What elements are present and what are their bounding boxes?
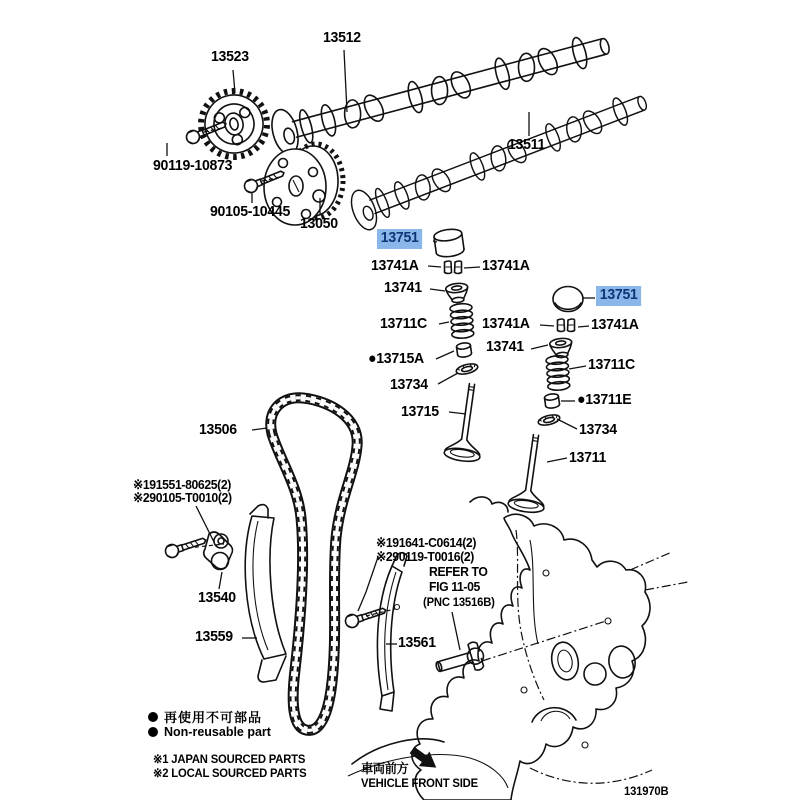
label-refer-note-line1: REFER TO [429, 564, 488, 579]
label-exhaust-valve: 13711 [569, 449, 607, 466]
label-cam-sprocket: 13523 [211, 48, 249, 65]
label-intake-valve: 13715 [401, 403, 439, 420]
label-camshaft-no2: 13512 [323, 29, 361, 46]
label-retainer-lock-in-right: 13741A [482, 257, 530, 274]
camshaft-no1-drawing [346, 83, 652, 234]
label-spring-retainer-in: 13741 [384, 279, 422, 296]
label-refer-note-line2: FIG 11-05 [429, 579, 480, 594]
intake-cap-shape [456, 342, 472, 358]
cam-sprocket-drawing [195, 85, 273, 163]
label-refer-note-line3: (PNC 13516B) [423, 595, 495, 609]
nozzle-alignment-line [482, 621, 606, 661]
vibration-damper-drawing [377, 553, 407, 711]
label-spring-seat-in: 13734 [390, 376, 428, 393]
intake-keeper-shape [445, 261, 462, 274]
chain-guide-drawing [245, 505, 286, 682]
intake-seat-shape [455, 362, 479, 376]
label-damper-bolt-japan: ※191641-C0614(2) [376, 535, 477, 550]
intake-retainer-shape [445, 282, 469, 303]
exhaust-lifter-shape [553, 287, 583, 312]
label-retainer-lock-ex-right: 13741A [591, 316, 639, 333]
label-retainer-lock-ex-left: 13741A [482, 315, 530, 332]
intake-lifter-shape [433, 228, 464, 259]
label-valve-spring-in: 13711C [380, 315, 427, 332]
label-exhaust-stem-cap: ●13711E [577, 391, 632, 408]
label-intake-stem-cap: ●13715A [368, 350, 424, 367]
label-valve-spring-ex: 13711C [588, 356, 635, 373]
sprocket-bolt-drawing [185, 118, 229, 146]
drawing-code: 131970B [624, 784, 669, 798]
non-reusable-bullet-icon [148, 712, 158, 722]
chain-tensioner-drawing [204, 532, 233, 570]
label-sprocket-bolt: 90119-10873 [153, 157, 233, 174]
label-vibration-damper: 13561 [398, 634, 436, 651]
legend-sourcing-note-1: ※1 JAPAN SOURCED PARTS [153, 752, 306, 766]
label-vvt-gear-bolt: 90105-10445 [210, 203, 291, 220]
intake-valve-shape [443, 381, 489, 463]
legend-non-reusable-jp [148, 707, 262, 726]
intake-spring-shape [450, 303, 474, 339]
legend-non-reusable-en [148, 725, 271, 739]
non-reusable-bullet-icon [148, 727, 158, 737]
label-valve-lifter-exhaust[interactable]: 13751 [596, 286, 641, 306]
label-tensioner-bolt-local: ※290105-T0010(2) [133, 490, 232, 505]
label-vvt-gear: 13050 [300, 215, 338, 232]
label-valve-lifter-intake[interactable]: 13751 [377, 229, 422, 249]
exhaust-valve-shape [507, 432, 553, 514]
camshaft-no2-drawing [267, 23, 614, 157]
legend-non-reusable-jp-text: 再使用不可部品 [164, 710, 263, 725]
label-chain-tensioner: 13540 [198, 589, 236, 606]
label-spring-retainer-ex: 13741 [486, 338, 524, 355]
label-damper-bolt-local: ※290119-T0016(2) [376, 549, 474, 564]
legend-sourcing-note-2: ※2 LOCAL SOURCED PARTS [153, 766, 307, 780]
label-tensioner-bolt-japan: ※191551-80625(2) [133, 477, 231, 492]
exhaust-cap-shape [544, 393, 560, 409]
label-spring-seat-ex: 13734 [579, 421, 617, 438]
exhaust-seat-shape [537, 413, 561, 427]
label-camshaft-no1: 13511 [508, 136, 546, 153]
label-timing-chain: 13506 [199, 421, 237, 438]
legend-non-reusable-en-text: Non-reusable part [164, 725, 271, 739]
label-chain-guide: 13559 [195, 628, 233, 645]
label-retainer-lock-in-left: 13741A [371, 257, 419, 274]
timing-chain-drawing [271, 398, 357, 731]
exhaust-keeper-shape [558, 319, 575, 332]
vehicle-front-label-en: VEHICLE FRONT SIDE [361, 776, 478, 790]
vehicle-front-label-jp: 車両前方 [361, 761, 409, 776]
exhaust-spring-shape [546, 355, 570, 391]
